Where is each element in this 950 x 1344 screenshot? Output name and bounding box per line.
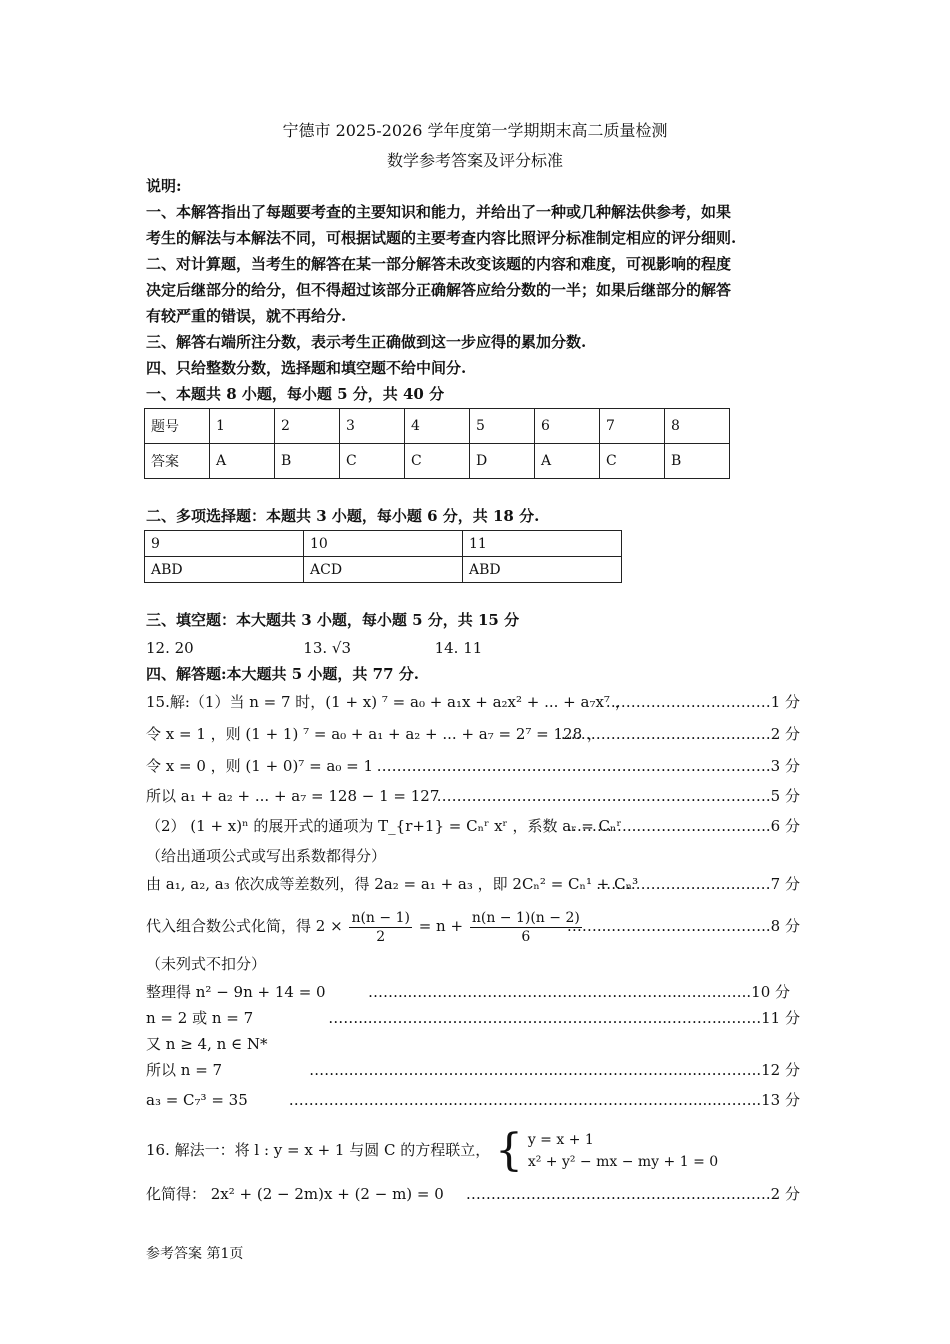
score-mark: …………………………………………………….2 分 [465,1185,800,1203]
table-cell: ACD [304,557,463,583]
answer-14: 14. 11 [434,639,483,657]
q16-step-text: 16. 解法一：将 l : y = x + 1 与圆 C 的方程联立， [146,1141,491,1159]
score-mark: ……………………………………………...…………………….3 分 [376,757,800,775]
score-mark: …………………………………...…………………….5 分 [436,787,800,805]
q15-step-text: 所以 a₁ + a₂ + ... + a₇ = 128 − 1 = 127 [146,787,440,805]
q15-line-6: （给出通项公式或写出系数都得分） [146,847,387,865]
q15-line-7 [146,874,806,894]
score-mark: …………………………...…………………………………………......……..13 分 [288,1091,800,1109]
q15-line-5 [146,816,806,836]
q15-step-text: 令 x = 1 ，则 (1 + 1) ⁷ = a₀ + a₁ + a₂ + ... + a₇ = 2⁷ = 128 ， [146,725,602,743]
section3-heading: 三、填空题：本大题共 3 小题，每小题 5 分，共 15 分 [146,611,520,629]
score-mark: ……..………………………7 分 [596,875,800,893]
q15-line-11 [146,1008,806,1028]
fraction [349,909,412,946]
table-cell: 5 [470,409,535,444]
note-1b: 考生的解法与本解法不同，可根据试题的主要考查内容比照评分标准制定相应的评分细则. [146,229,737,247]
score-mark: ……...……………………………………………...…………..10 分 [368,983,790,1001]
fraction-numerator: n(n − 1)(n − 2) [471,909,580,926]
q15-line-12: 又 n ≥ 4, n ∈ N* [146,1035,268,1053]
q15-line-13 [146,1060,806,1080]
q15-step-text: a₃ = C₇³ = 35 [146,1091,248,1109]
section2-heading: 二、多项选择题：本题共 3 小题，每小题 6 分，共 18 分. [146,507,540,525]
q15-line-10 [146,982,806,1002]
answer-table-multi [144,530,622,583]
table-cell: ABD [145,557,304,583]
q15-step-text: = n + [418,917,464,935]
q15-step-text: 15.解:（1）当 n = 7 时，(1 + x) ⁷ = a₀ + a₁x + a₂x² + ... + a₇x⁷ ， [146,693,630,711]
table-cell-label: 题号 [145,409,210,444]
score-mark: …………...……………………..6 分 [566,817,800,835]
answer-12: 12. 20 [146,639,194,657]
table-cell: B [275,444,340,479]
equation: x² + y² − mx − my + 1 = 0 [527,1154,719,1170]
page-footer: 参考答案 第1页 [146,1246,244,1262]
score-mark: ……...…………………………………………………...………..…….11 分 [328,1009,800,1027]
notes-label: 说明: [146,177,182,195]
table-row [145,557,622,583]
q15-step-text: 所以 n = 7 [146,1061,223,1079]
answer-13-value: √3 [331,639,352,657]
table-cell: 4 [405,409,470,444]
fill-answers [146,638,806,658]
table-cell: 1 [210,409,275,444]
q15-line-14 [146,1090,806,1110]
table-row [145,409,730,444]
table-cell: C [405,444,470,479]
q15-step-text: 令 x = 0 ，则 (1 + 0)⁷ = a₀ = 1 [146,757,374,775]
equation-system [528,1129,718,1173]
table-cell: 11 [463,531,622,557]
brace-symbol: { [495,1125,524,1176]
note-3: 三、解答右端所注分数，表示考生正确做到这一步应得的累加分数. [146,333,587,351]
q15-line-9: （未列式不扣分） [146,955,267,973]
note-4: 四、只给整数分数，选择题和填空题不给中间分. [146,359,467,377]
note-2b: 决定后继部分的给分，但不得超过该部分正确解答应给分数的一半；如果后继部分的解答 [146,281,732,299]
table-cell: 6 [535,409,600,444]
note-2c: 有较严重的错误，就不再给分. [146,307,347,325]
document-title: 宁德市 2025-2026 学年度第一学期期末高二质量检测 [282,121,668,140]
table-cell: ABD [463,557,622,583]
table-cell: C [600,444,665,479]
table-cell: 3 [340,409,405,444]
q15-step-text: 整理得 n² − 9n + 14 = 0 [146,983,326,1001]
table-cell: A [535,444,600,479]
fraction [470,909,582,946]
table-cell: C [340,444,405,479]
table-row [145,531,622,557]
note-1a: 一、本解答指出了每题要考查的主要知识和能力，并给出了一种或几种解法供参考，如果 [146,203,732,221]
q15-line-2 [146,724,806,744]
table-cell: 9 [145,531,304,557]
q15-step-text: 代入组合数公式化简，得 2 × [146,917,343,935]
q15-line-3 [146,756,806,776]
fraction-numerator: n(n − 1) [351,909,410,926]
table-cell: D [470,444,535,479]
score-mark: ……………………………………2 分 [560,725,800,743]
table-cell: 8 [665,409,730,444]
note-2a: 二、对计算题，当考生的解答在某一部分解答未改变该题的内容和难度，可视影响的程度 [146,255,732,273]
q15-line-1 [146,692,806,712]
answer-table-single [144,408,730,479]
q15-step-text: n = 2 或 n = 7 [146,1009,254,1027]
table-cell: 7 [600,409,665,444]
section1-heading: 一、本题共 8 小题，每小题 5 分，共 40 分 [146,385,445,403]
score-mark: ……...…………………………..8 分 [566,917,800,935]
table-cell: 2 [275,409,340,444]
q15-step-text: （2） (1 + x)ⁿ 的展开式的通项为 T_{r+1} = Cₙʳ xʳ ，系数 aᵣ = Cₙʳ [146,817,622,835]
q16-step-text: 化简得： 2x² + (2 − 2m)x + (2 − m) = 0 [146,1185,444,1203]
q16-line-1 [146,1124,806,1176]
score-mark: ……………………………1 分 [605,693,800,711]
fraction-denominator: 6 [521,928,531,945]
answer-13-label: 13. [303,639,328,657]
q15-line-8 [146,905,806,947]
table-cell-label: 答案 [145,444,210,479]
q15-line-4 [146,786,806,806]
q16-line-2 [146,1184,806,1204]
q15-step-text: 由 a₁, a₂, a₃ 依次成等差数列，得 2a₂ = a₁ + a₃ ，即 2Cₙ² = Cₙ¹ + Cₙ³ [146,875,639,893]
table-cell: B [665,444,730,479]
document-subtitle: 数学参考答案及评分标准 [386,151,563,170]
equation: y = x + 1 [527,1132,594,1148]
section4-heading: 四、解答题:本大题共 5 小题，共 77 分. [146,665,419,683]
fraction-denominator: 2 [376,928,386,945]
table-row [145,444,730,479]
score-mark: ……...…………………………………..……………………......………..12 分 [309,1061,800,1079]
table-cell: A [210,444,275,479]
table-cell: 10 [304,531,463,557]
